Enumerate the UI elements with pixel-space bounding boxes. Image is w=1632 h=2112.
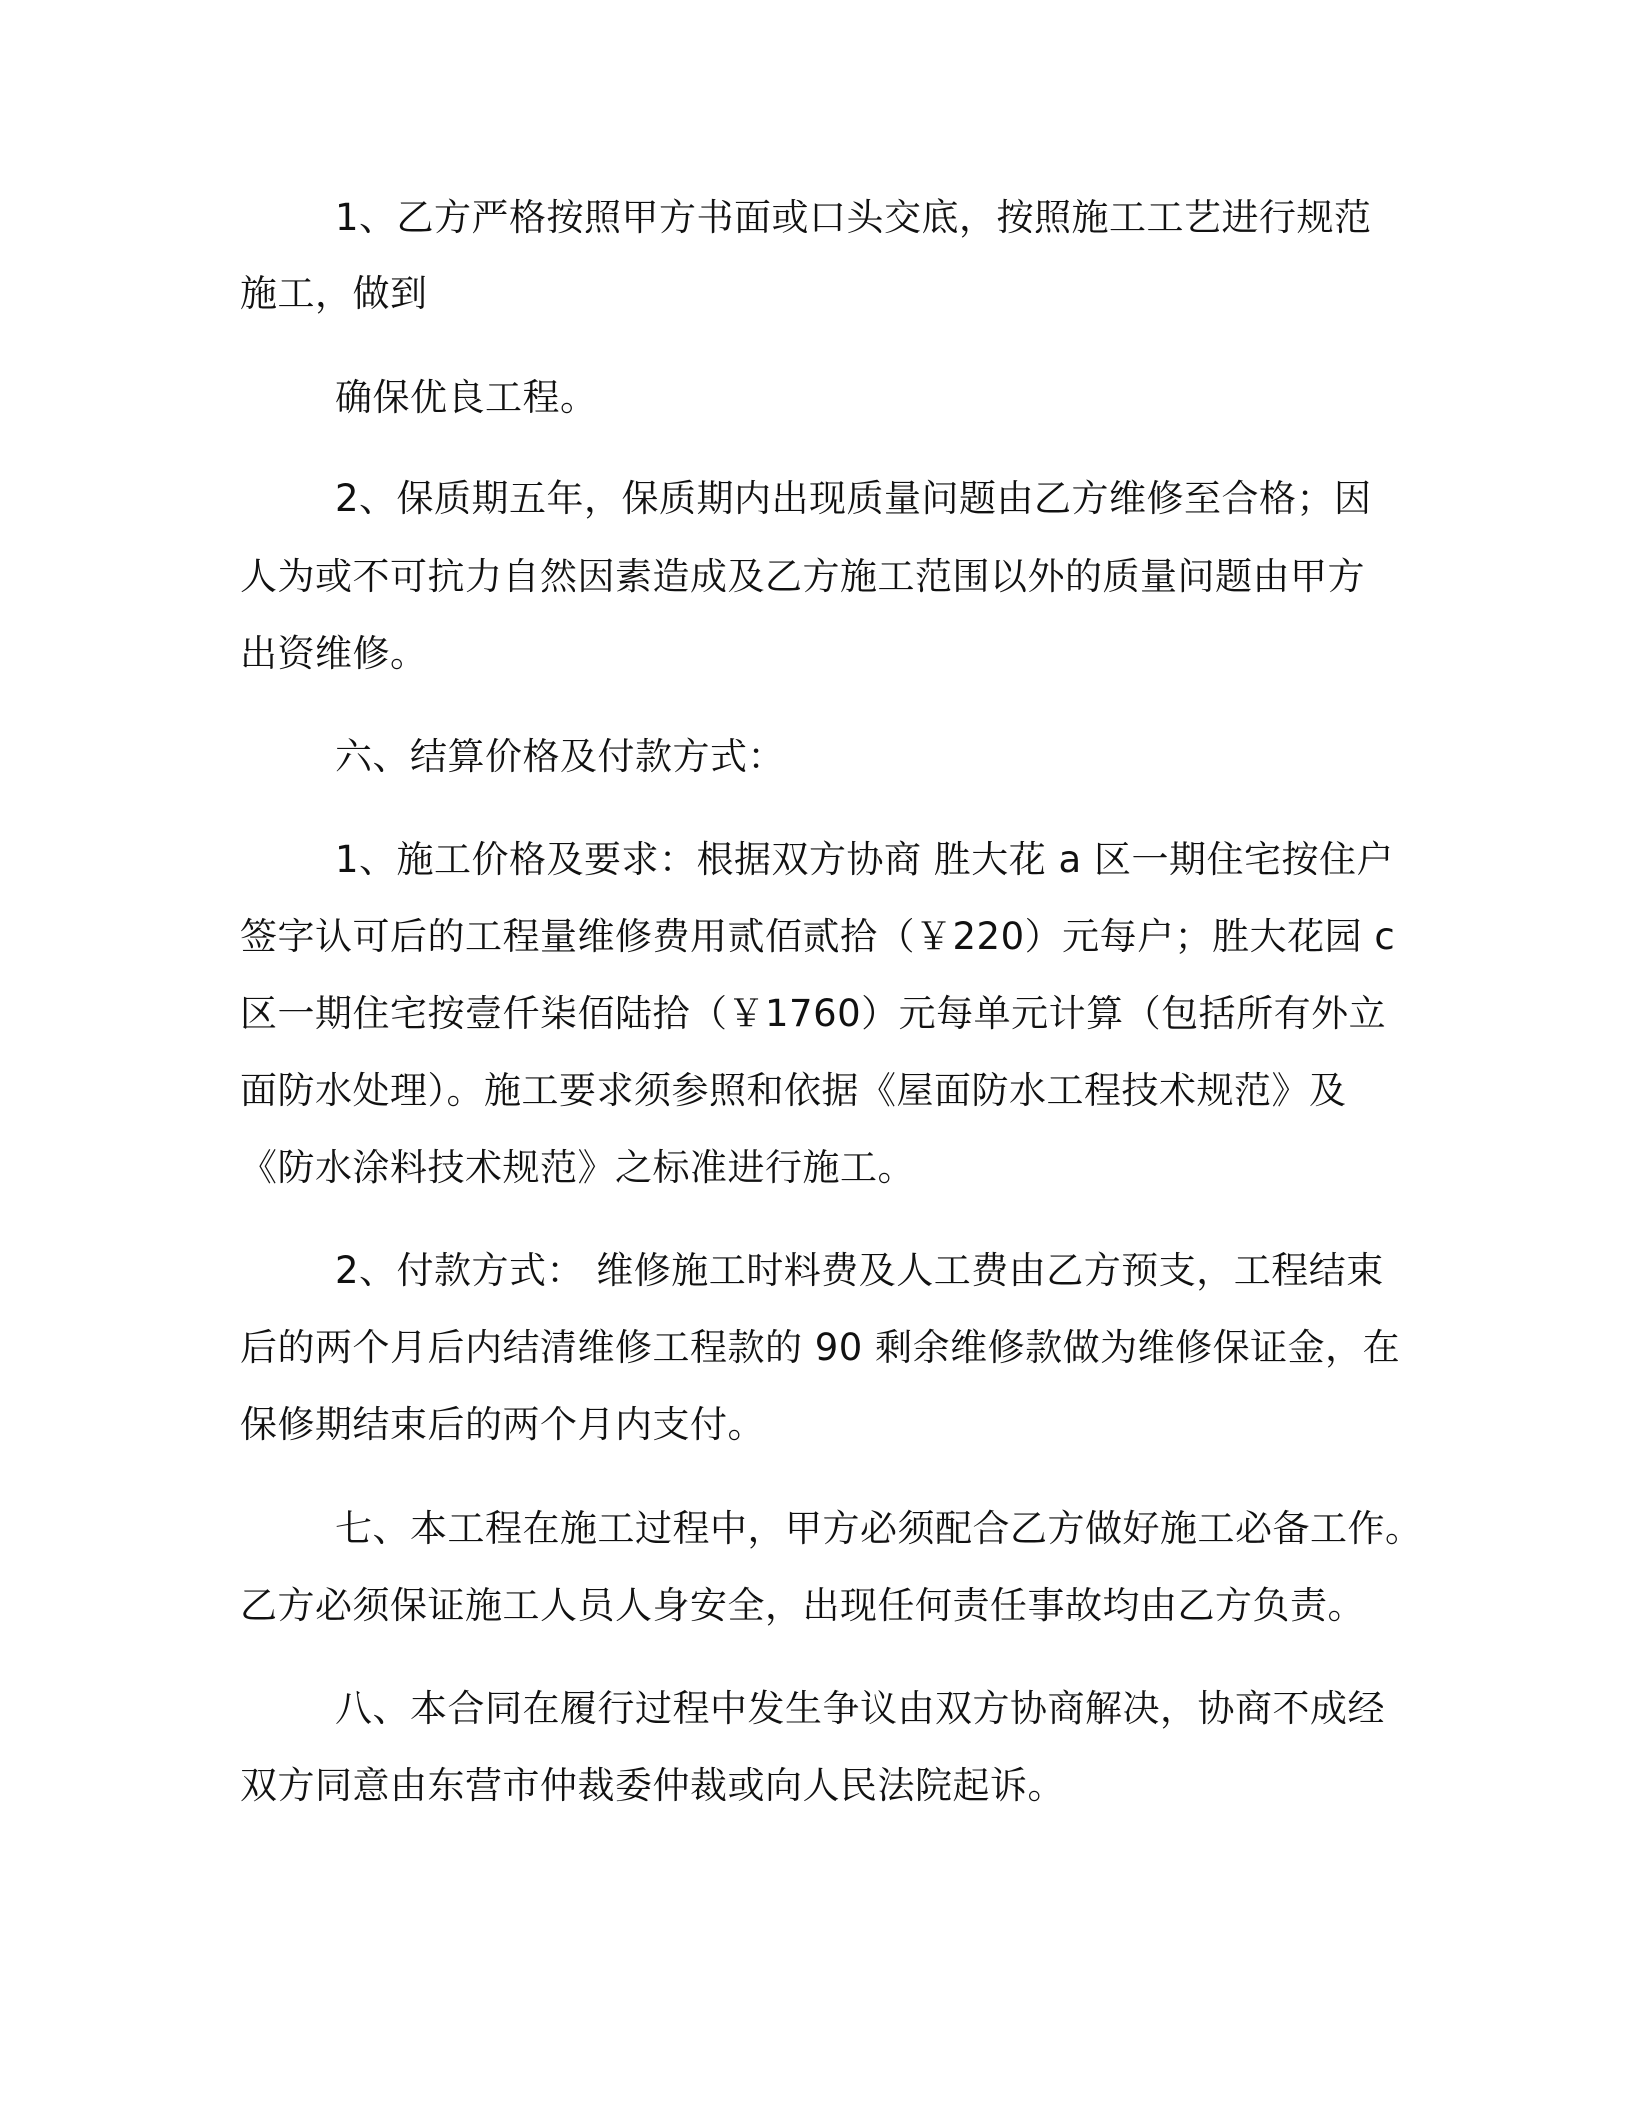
text-line: 确保优良工程。 <box>335 376 598 419</box>
text-line: 施工，做到 <box>240 272 428 315</box>
text-line: 面防水处理）。施工要求须参照和依据《屋面防水工程技术规范》及 <box>240 1069 1347 1112</box>
text-line: 出资维修。 <box>240 632 428 675</box>
text-line: 2、保质期五年，保质期内出现质量问题由乙方维修至合格；因 <box>335 477 1372 520</box>
text-line: 《防水涂料技术规范》之标准进行施工。 <box>240 1146 915 1189</box>
text-line: 后的两个月后内结清维修工程款的 90 剩余维修款做为维修保证金，在 <box>240 1326 1401 1369</box>
text-line: 签字认可后的工程量维修费用贰佰贰拾（￥220）元每户；胜大花园 c <box>240 915 1396 958</box>
text-line: 1、施工价格及要求：根据双方协商 胜大花 a 区一期住宅按住户 <box>335 838 1394 881</box>
text-line: 乙方必须保证施工人员人身安全，出现任何责任事故均由乙方负责。 <box>240 1584 1365 1627</box>
text-line: 七、本工程在施工过程中，甲方必须配合乙方做好施工必备工作。 <box>335 1507 1423 1550</box>
text-line: 八、本合同在履行过程中发生争议由双方协商解决，协商不成经 <box>335 1687 1385 1730</box>
section-heading: 六、结算价格及付款方式： <box>335 735 785 778</box>
text-line: 2、付款方式： 维修施工时料费及人工费由乙方预支，工程结束 <box>335 1249 1384 1292</box>
text-line: 双方同意由东营市仲裁委仲裁或向人民法院起诉。 <box>240 1764 1065 1807</box>
text-line: 1、乙方严格按照甲方书面或口头交底，按照施工工艺进行规范 <box>335 196 1372 239</box>
text-line: 保修期结束后的两个月内支付。 <box>240 1403 765 1446</box>
text-line: 区一期住宅按壹仟柒佰陆拾（￥1760）元每单元计算（包括所有外立 <box>240 992 1387 1035</box>
text-line: 人为或不可抗力自然因素造成及乙方施工范围以外的质量问题由甲方 <box>240 555 1365 598</box>
